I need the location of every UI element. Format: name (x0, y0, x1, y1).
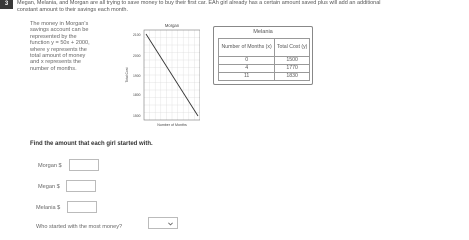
morgan-line: The money in Morgan's (30, 21, 89, 27)
x-axis-label: Number of Months (157, 123, 187, 127)
morgan-line: savings account can be (30, 27, 89, 34)
morgan-graph (120, 22, 200, 134)
table-header-months: Number of Months (x) (219, 39, 275, 57)
morgan-line: number of months. (30, 65, 77, 72)
table-cell: 1770 (275, 65, 310, 73)
y-axis-label: Total Cost (125, 67, 129, 83)
table-cell: 1830 (275, 73, 310, 81)
question-number-badge: 3 (0, 0, 13, 9)
table-cell: 4 (219, 65, 275, 73)
megan-answer-label: Megan $ (38, 184, 60, 190)
morgan-line: where y represents the (30, 46, 87, 53)
table-row (219, 65, 310, 73)
melania-table (218, 38, 310, 81)
graph-title: Morgan (164, 23, 180, 28)
y-tick-label: 1500 (132, 114, 141, 118)
morgan-line: and x represents the (30, 59, 81, 66)
problem-statement (17, 0, 469, 13)
task-prompt: Find the amount that each girl started with. (30, 141, 153, 147)
y-tick-label: 2100 (132, 33, 141, 37)
table-header-cost: Total Cost (y) (275, 39, 310, 57)
table-cell: 1500 (275, 57, 310, 65)
melania-answer-input[interactable] (67, 201, 97, 213)
most-money-question: Who started with the most money? (36, 224, 123, 230)
most-money-select[interactable] (148, 217, 178, 229)
table-row (219, 57, 310, 65)
chevron-down-icon (167, 220, 174, 227)
morgan-description (30, 21, 114, 72)
melania-title: Melania (253, 29, 273, 35)
y-tick-label: 1900 (132, 74, 141, 78)
table-row (219, 73, 310, 81)
problem-line-2: constant amount to their savings each month. (17, 6, 128, 13)
table-cell: 11 (219, 73, 275, 81)
y-tick-label: 2000 (132, 54, 141, 58)
table-cell: 0 (219, 57, 275, 65)
problem-line-1: Megan, Melania, and Morgan are all trying to save money to buy their first car. EAh girl already has a certain amount saved plus will add an additional (17, 0, 381, 6)
morgan-answer-input[interactable] (69, 159, 99, 171)
melania-answer-label: Melania $ (36, 205, 61, 211)
morgan-line: function y = 50x + 2000, (30, 40, 90, 47)
melania-table-card (213, 26, 313, 85)
table-header-row (219, 39, 310, 57)
megan-answer-input[interactable] (66, 180, 96, 192)
morgan-line: represented by the (30, 33, 77, 40)
y-tick-label: 1800 (132, 93, 141, 97)
morgan-answer-label: Morgan $ (38, 163, 62, 169)
morgan-line: total amount of money (30, 53, 86, 60)
